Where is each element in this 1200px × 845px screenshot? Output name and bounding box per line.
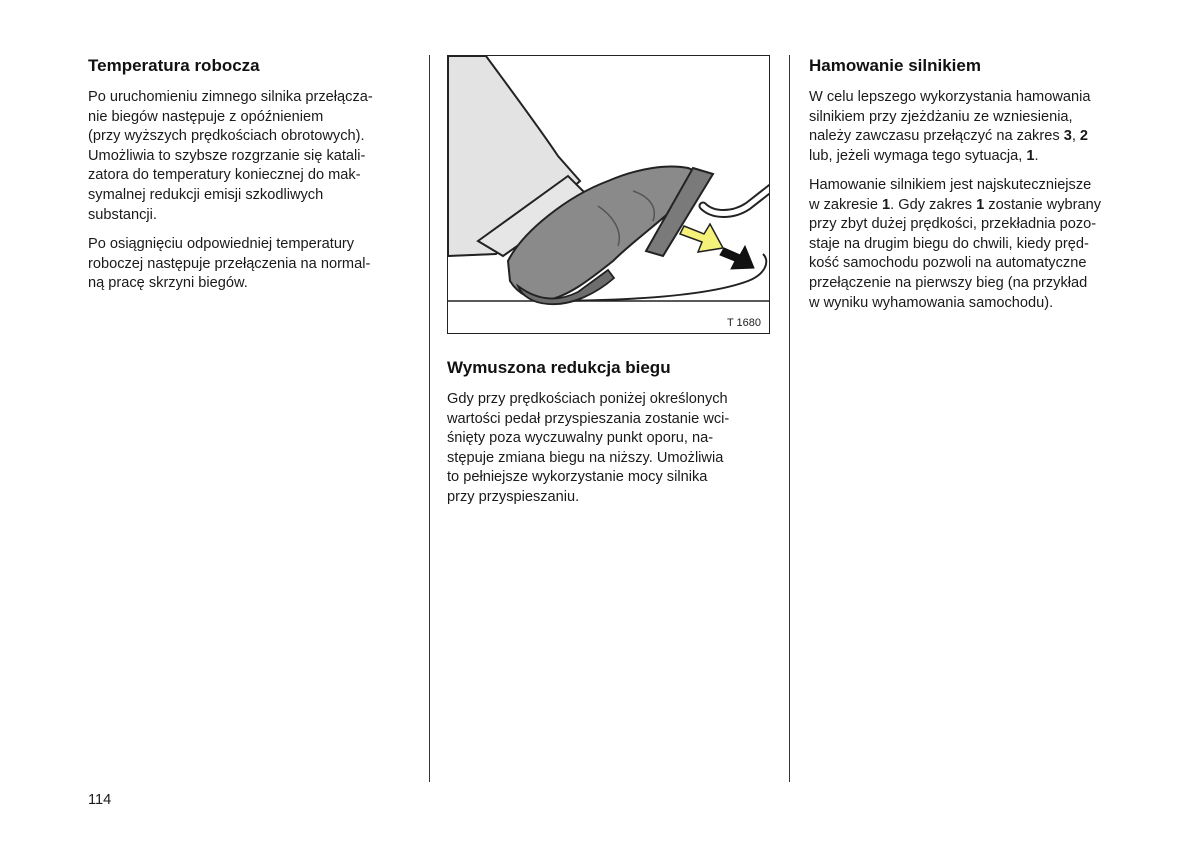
- heading-wymuszona-redukcja: Wymuszona redukcja biegu: [447, 358, 671, 377]
- light-arrow-icon: [680, 224, 723, 252]
- figure-caption: T 1680: [726, 317, 761, 329]
- kickdown-pedal-illustration: [447, 55, 770, 334]
- heading-temperatura-robocza: Temperatura robocza: [88, 56, 260, 75]
- column-divider-right: [789, 55, 790, 782]
- paragraph-hamowanie-2: Hamowanie silnikiem jest najskuteczniejsze w zakresie 1. Gdy zakres 1 zostanie wybrany przy zbyt dużej prędkości, przekładnia pozo- staje na drugim biegu do chwili, kiedy pręd- kość samochodu pozwoli na automatyczne przełączenie na pierwszy bieg (na przykład w wyniku wyhamowania samochodu).: [809, 177, 1102, 311]
- paragraph-temperatura-1: Po uruchomieniu zimnego silnika przełącza- nie biegów następuje z opóźnieniem (przy wyższych prędkościach obrotowych). Umożliwia to szybsze rozgrzanie się katali- zatora do temperatury koniecznej do mak- symalnej redukcji emisji szkodliwych substancji.: [88, 89, 373, 223]
- paragraph-hamowanie-1: W celu lepszego wykorzystania hamowania silnikiem przy zjeżdżaniu ze wzniesienia, należy zawczasu przełączyć na zakres 3, 2 lub, jeżeli wymaga tego sytuacja, 1.: [809, 89, 1091, 164]
- heading-hamowanie-silnikiem: Hamowanie silnikiem: [809, 56, 981, 75]
- column-divider-left: [429, 55, 430, 782]
- dark-arrow-icon: [720, 246, 754, 269]
- page-number: 114: [88, 792, 112, 808]
- paragraph-wymuszona-1: Gdy przy prędkościach poniżej określonych wartości pedał przyspieszania zostanie wci- śnięty poza wyczuwalny punkt oporu, na- stępuje zmiana biegu na niższy. Umożliwia to pełniejsze wykorzystanie mocy silnika przy przyspieszaniu.: [447, 391, 730, 505]
- foot-on-pedal-drawing: [448, 56, 770, 334]
- paragraph-temperatura-2: Po osiągnięciu odpowiedniej temperatury roboczej następuje przełączenia na normal- ną pracę skrzyni biegów.: [88, 236, 371, 292]
